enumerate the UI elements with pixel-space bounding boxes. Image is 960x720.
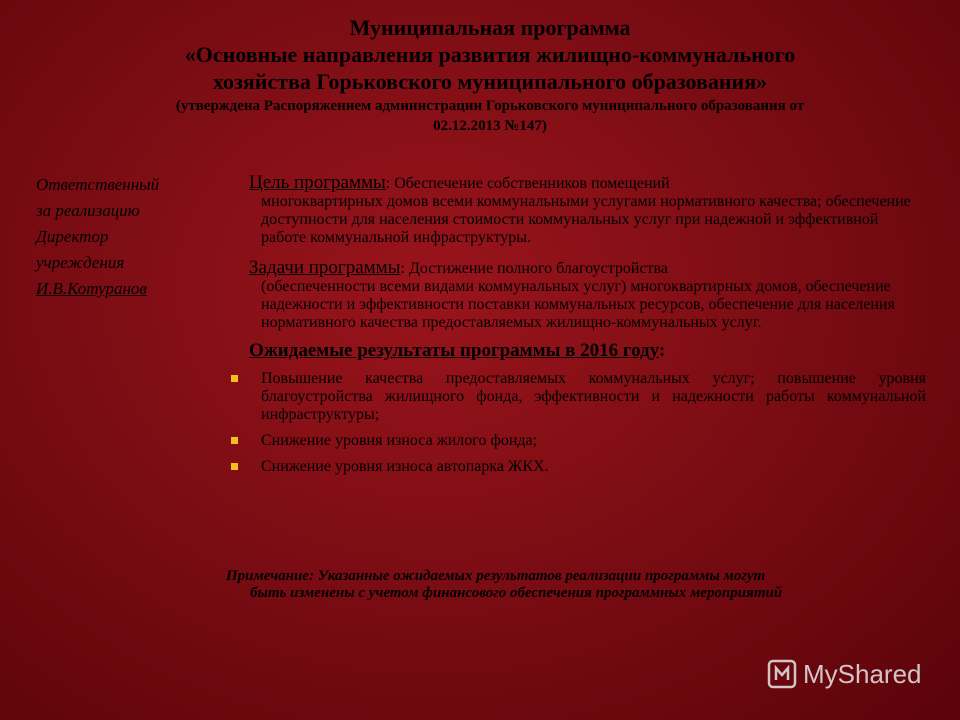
tasks-first-line: Достижение полного благоустройства [408, 260, 668, 277]
expected-heading-line [230, 340, 926, 362]
watermark-text: MyShared [803, 658, 922, 689]
title-line-3: хозяйства Горьковского муниципального образования» [212, 69, 768, 94]
bullet-square-icon [231, 375, 238, 382]
list-item-text: Снижение уровня износа автопарка ЖКХ. [261, 458, 549, 475]
responsible-label: Ответственный [36, 175, 160, 194]
institution-label: учреждения [36, 253, 125, 272]
note-first-line: Примечание: Указанные ожидаемых результатов реализации программы могут [226, 568, 766, 584]
note-block [226, 568, 916, 602]
list-item-text: Повышение качества предоставляемых коммунальных услуг; повышение уровня благоустройства жилищного фонда, эффективности и надежности работы коммунальной инфраструктуры; [261, 370, 926, 423]
expected-heading: Ожидаемые результаты программы в 2016 году [249, 340, 659, 361]
myshared-logo-icon [767, 659, 797, 689]
bullet-square-icon [231, 463, 238, 470]
title-line-4: (утверждена Распоряжением администрации Горьковского муниципального образования от [175, 98, 805, 114]
note-rest: быть изменены с учетом финансового обеспечения программных мероприятий [250, 585, 783, 601]
goal-text: многоквартирных домов всеми коммунальными услугами нормативного качества; обеспечение доступности для населения стоимости коммунальных услуг при надежной и эффективной работе коммунальной инфраструктуры. [261, 193, 911, 246]
title-line-2: «Основные направления развития жилищно-коммунального [184, 42, 796, 67]
expected-results-list [230, 370, 926, 476]
list-item-text: Снижение уровня износа жилого фонда; [261, 432, 538, 449]
goal-heading: Цель программы [249, 172, 386, 193]
main-content [230, 174, 926, 484]
goal-colon: : [385, 175, 395, 192]
director-label: Директор [36, 227, 109, 246]
myshared-watermark [767, 656, 922, 692]
tasks-text: (обеспеченности всеми видами коммунальных услуг) многоквартирных домов, обеспечение надежности и эффективности поставки коммунальных ресурсов, обеспечение для населения нормативного качества предоставляемых жилищно-коммунальных услуг. [261, 278, 895, 331]
list-item [230, 458, 926, 476]
tasks-colon: : [400, 260, 409, 277]
expected-colon: : [658, 340, 666, 361]
tasks-paragraph [230, 259, 926, 332]
list-item [230, 370, 926, 424]
list-item [230, 432, 926, 450]
responsible-name: И.В.Котуранов [36, 279, 147, 298]
goal-first-line: Обеспечение собственников помещений [394, 175, 670, 192]
slide-title [80, 14, 900, 136]
for-implementation-label: за реализацию [36, 201, 140, 220]
title-line-5: 02.12.2013 №147) [433, 118, 547, 134]
goal-paragraph [230, 174, 926, 247]
tasks-heading: Задачи программы [249, 257, 401, 278]
responsible-block [36, 172, 211, 302]
title-line-1: Муниципальная программа [349, 15, 631, 40]
bullet-square-icon [231, 437, 238, 444]
